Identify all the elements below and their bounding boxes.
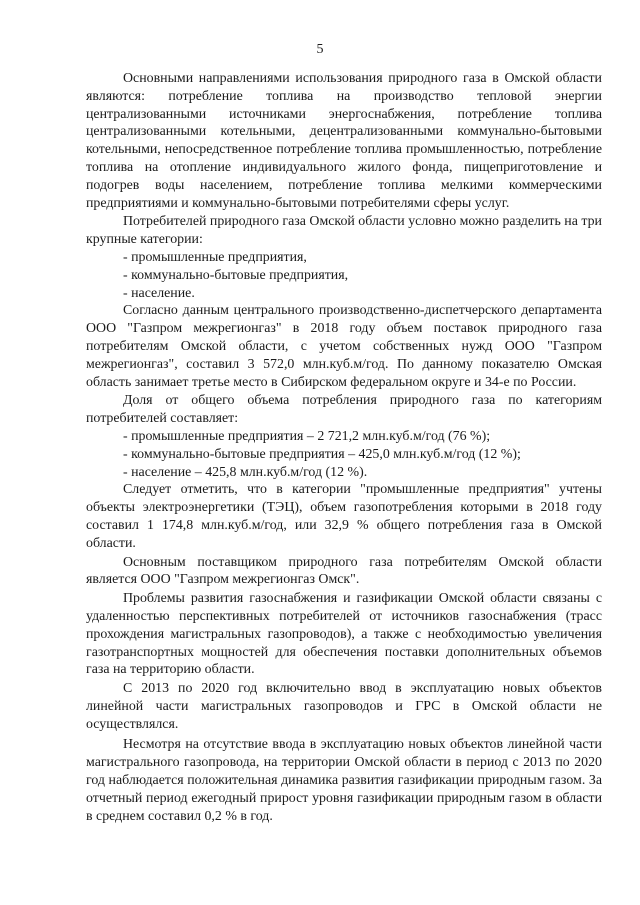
paragraph-gasification-dynamics: Несмотря на отсутствие ввода в эксплуатацию новых объектов линейной части магистрального газопровода, на территории Омской области в период с 2013 по 2020 год наблюдается положительная динамика развития газификации природным газом. За отчетный период ежегодный прирост уровня газификации природным газом в области в среднем составил 0,2 % в год.: [86, 737, 602, 824]
paragraph-consumer-categories: Потребителей природного газа Омской области условно можно разделить на три крупные категории:: [86, 214, 602, 248]
list-item-communal-share: - коммунально-бытовые предприятия – 425,0 млн.куб.м/год (12 %);: [123, 446, 521, 462]
list-item-population-share: - население – 425,8 млн.куб.м/год (12 %).: [123, 464, 368, 480]
list-item-population: - население.: [123, 285, 195, 301]
paragraph-gas-usage-directions: Основными направлениями использования природного газа в Омской области являются: потребление топлива на производство тепловой энергии централизованными источниками энергоснабжения, потребление топлива централизованными котельными, децентрализованными коммунально-бытовыми котельными, непосредственное потребление топлива промышленностью, потребление топлива на отопление индивидуального жилого фонда, пищеприготовление и подогрев воды населением, потребление топлива мелкими коммерческими предприятиями и коммунально-бытовыми потребителями сферы услуг.: [86, 71, 602, 211]
list-item-industrial: - промышленные предприятия,: [123, 249, 307, 265]
paragraph-development-problems: Проблемы развития газоснабжения и газификации Омской области связаны с удаленностью перспективных потребителей от источников газоснабжения (трасс прохождения магистральных газопроводов), а также с необходимостью увеличения газотранспортных мощностей для обеспечения поставки дополнительных объемов газа на территорию области.: [86, 591, 602, 678]
document-body: [86, 70, 602, 825]
paragraph-consumption-share: Доля от общего объема потребления природного газа по категориям потребителей составляет:: [86, 393, 602, 427]
paragraph-no-new-objects: С 2013 по 2020 год включительно ввод в эксплуатацию новых объектов линейной части магистральных газопроводов и ГРС в Омской области не осуществлялся.: [86, 681, 602, 732]
paragraph-power-plants: Следует отметить, что в категории "промышленные предприятия" учтены объекты электроэнергетики (ТЭЦ), объем газопотребления которыми в 2018 году составил 1 174,8 млн.куб.м/год, или 32,9 % общего потребления газа в Омской области.: [86, 482, 602, 551]
list-item-industrial-share: - промышленные предприятия – 2 721,2 млн.куб.м/год (76 %);: [123, 428, 491, 444]
paragraph-supply-volume: Согласно данным центрального производственно-диспетчерского департамента ООО "Газпром межрегионгаз" в 2018 году объем поставок природного газа потребителям Омской области, с учетом собственных нужд ООО "Газпром межрегионгаз", составил 3 572,0 млн.куб.м/год. По данному показателю Омская область занимает третье место в Сибирском федеральном округе и 34-е по России.: [86, 303, 602, 390]
list-item-communal: - коммунально-бытовые предприятия,: [123, 267, 349, 283]
page-number: 5: [316, 42, 324, 57]
paragraph-main-supplier: Основным поставщиком природного газа потребителям Омской области является ООО "Газпром межрегионгаз Омск".: [86, 554, 602, 588]
